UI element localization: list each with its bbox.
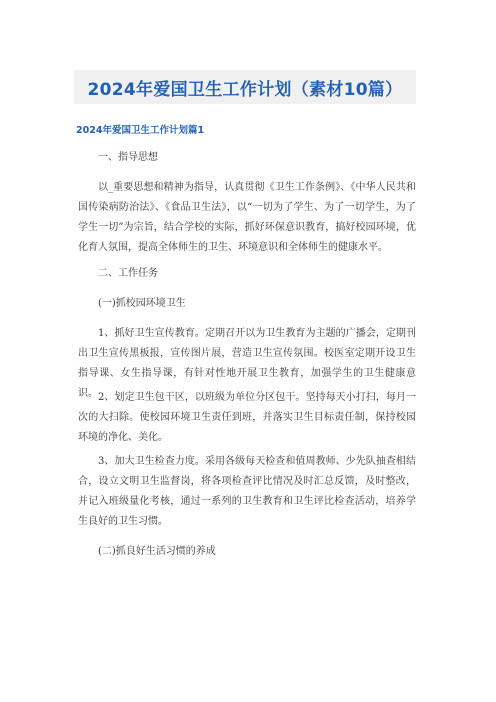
- subsection-heading-campus-hygiene: (一)抓校园环境卫生: [98, 298, 186, 309]
- section-heading-guiding-ideology: 一、指导思想: [98, 152, 158, 163]
- section-heading-work-tasks: 二、工作任务: [98, 268, 158, 279]
- paragraph-item-3: 3、加大卫生检查力度。采用各级每天检查和值周教师、少先队抽查相结合，设立文明卫生监督岗，将各项检查评比情况及时汇总反馈，及时整改，并记入班级量化考核，通过一系列的卫生教育和卫生评比检查活动，培养学生良好的卫生习惯。: [78, 456, 416, 527]
- subsection-heading-good-habits: (二)抓良好生活习惯的养成: [98, 546, 216, 557]
- title-banner: [74, 70, 416, 104]
- paragraph-item-2: 2、划定卫生包干区，以班级为单位分区包干。坚持每天小打扫，每月一次的大扫除。使校园环境卫生责任到班，并落实卫生目标责任制，保持校园环境的净化、美化。: [78, 392, 416, 443]
- document-subtitle: 2024年爱国卫生工作计划篇1: [76, 125, 205, 136]
- paragraph-guiding-ideology: 以_重要思想和精神为指导，认真贯彻《卫生工作条例》、《中华人民共和国传染病防治法》、《食品卫生法》，以“一切为了学生、为了一切学生，为了学生一切”为宗旨，结合学校的实际，抓好环保意识教育，搞好校园环境，优化育人氛围，提高全体师生的卫生、环境意识和全体师生的健康水平。: [78, 182, 416, 253]
- document-title: 2024年爱国卫生工作计划（素材10篇）: [87, 79, 403, 100]
- paragraph-item-1: 1、抓好卫生宣传教育。定期召开以为卫生教育为主题的广播会，定期刊出卫生宣传黑板报，宣传图片展，营造卫生宣传氛围。校医室定期开设卫生指导课、女生指导课，有针对性地开展卫生教育，加强学生的卫生健康意识。: [78, 328, 416, 399]
